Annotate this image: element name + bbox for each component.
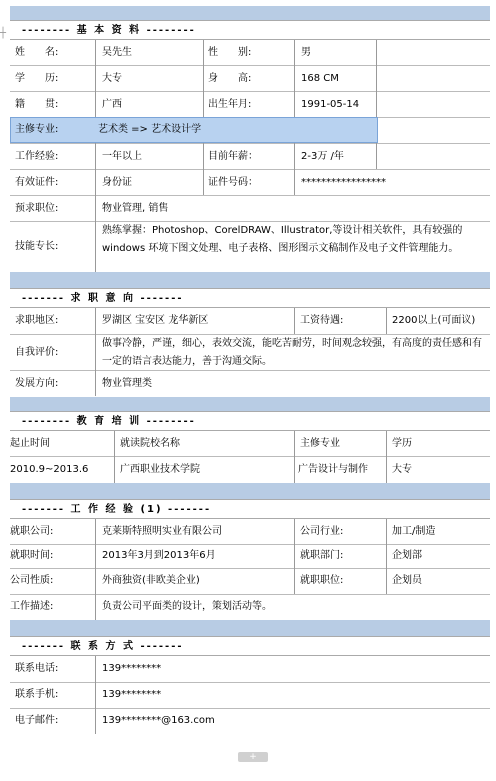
skill-value: 熟练掌握：Photoshop、CorelDRAW、Illustrator,等设计相关软件，具有较强的 windows 环境下图文处理、电子表格、图形图示文稿制作及电子文件管理能力。 (102, 225, 463, 254)
industry-value: 加工/制造 (392, 526, 436, 537)
gender-value: 男 (301, 47, 311, 58)
section-title-basic: -------- 基 本 资 料 -------- (10, 20, 490, 40)
edu-header-period: 起止时间 (10, 438, 50, 449)
height-value: 168 CM (301, 73, 339, 84)
birth-label: 出生年月: (208, 99, 252, 110)
birth-value: 1991-05-14 (301, 99, 360, 110)
section-title-work: ------- 工 作 经 验 (1) ------- (10, 499, 490, 519)
edu-period: 2010.9~2013.6 (10, 464, 89, 475)
industry-label: 公司行业: (300, 526, 344, 537)
page-corner-mark: ┼ (0, 28, 7, 39)
section-title-contact: ------- 联 系 方 式 ------- (10, 636, 490, 656)
work-time-value: 2013年3月到2013年6月 (102, 550, 216, 561)
work-desc-value: 负责公司平面类的设计，策划活动等。 (102, 601, 272, 612)
major-label: 主修专业: (15, 124, 59, 135)
name-value: 吴先生 (102, 47, 132, 58)
pay-label: 工资待遇: (300, 315, 344, 326)
section-title-job: ------- 求 职 意 向 ------- (10, 288, 490, 308)
mobile-value: 139******** (102, 689, 162, 700)
salary-label: 目前年薪： (208, 151, 258, 162)
edu-subject: 广告设计与制作 (298, 464, 368, 475)
area-label: 求职地区: (15, 315, 59, 326)
pay-value: 2200以上(可面议) (392, 315, 476, 326)
name-label: 姓 名: (15, 47, 59, 58)
major-row (10, 117, 378, 143)
self-eval-label: 自我评价: (15, 347, 59, 358)
dept-label: 就职部门: (300, 550, 344, 561)
skill-label: 技能专长: (15, 241, 59, 252)
company-label: 就职公司: (10, 526, 54, 537)
idno-value: ***************** (301, 177, 386, 188)
phone-value: 139******** (102, 663, 162, 674)
experience-value: 一年以上 (102, 151, 142, 162)
section-band (10, 6, 490, 20)
gender-label: 性 别: (208, 47, 252, 58)
major-value: 艺术类 => 艺术设计学 (98, 124, 202, 135)
section-band (10, 483, 490, 499)
area-value: 罗湖区 宝安区 龙华新区 (102, 315, 209, 326)
section-title-education: -------- 教 育 培 训 -------- (10, 411, 490, 431)
edu-degree: 大专 (392, 464, 412, 475)
education-label: 学 历: (15, 73, 59, 84)
id-label: 有效证件: (15, 177, 59, 188)
position-value: 企划员 (392, 575, 422, 586)
section-band (10, 397, 490, 411)
id-value: 身份证 (102, 177, 132, 188)
origin-value: 广西 (102, 99, 122, 110)
preferred-job-label: 预求职位: (15, 203, 59, 214)
idno-label: 证件号码： (208, 177, 258, 188)
nature-value: 外商独资(非欧美企业) (102, 575, 200, 586)
edu-header-school: 就读院校名称 (120, 438, 180, 449)
self-eval-value: 做事冷静，严谨，细心，表效交流，能吃苦耐劳，时间观念较强，有高度的责任感和有一定的语言表达能力，善于沟通交际。 (102, 338, 482, 367)
edu-header-degree: 学历 (392, 438, 412, 449)
dept-value: 企划部 (392, 550, 422, 561)
page-break-button[interactable]: + (238, 752, 268, 762)
edu-header-major: 主修专业 (300, 438, 340, 449)
origin-label: 籍 贯: (15, 99, 59, 110)
nature-label: 公司性质: (10, 575, 54, 586)
resume-page (10, 0, 490, 781)
edu-school: 广西职业技术学院 (120, 464, 200, 475)
section-band (10, 620, 490, 636)
direction-label: 发展方向: (15, 378, 59, 389)
education-value: 大专 (102, 73, 122, 84)
experience-label: 工作经验: (15, 151, 59, 162)
position-label: 就职职位: (300, 575, 344, 586)
salary-value: 2-3万 /年 (301, 151, 344, 162)
height-label: 身 高: (208, 73, 252, 84)
mobile-label: 联系手机: (15, 689, 59, 700)
email-label: 电子邮件: (15, 715, 59, 726)
preferred-job-value: 物业管理, 销售 (102, 203, 169, 214)
work-time-label: 就职时间: (10, 550, 54, 561)
section-band (10, 272, 490, 288)
direction-value: 物业管理类 (102, 378, 152, 389)
email-value[interactable]: 139********@163.com (102, 715, 215, 726)
work-desc-label: 工作描述: (10, 601, 54, 612)
phone-label: 联系电话: (15, 663, 59, 674)
company-value: 克莱斯特照明实业有限公司 (102, 526, 222, 537)
